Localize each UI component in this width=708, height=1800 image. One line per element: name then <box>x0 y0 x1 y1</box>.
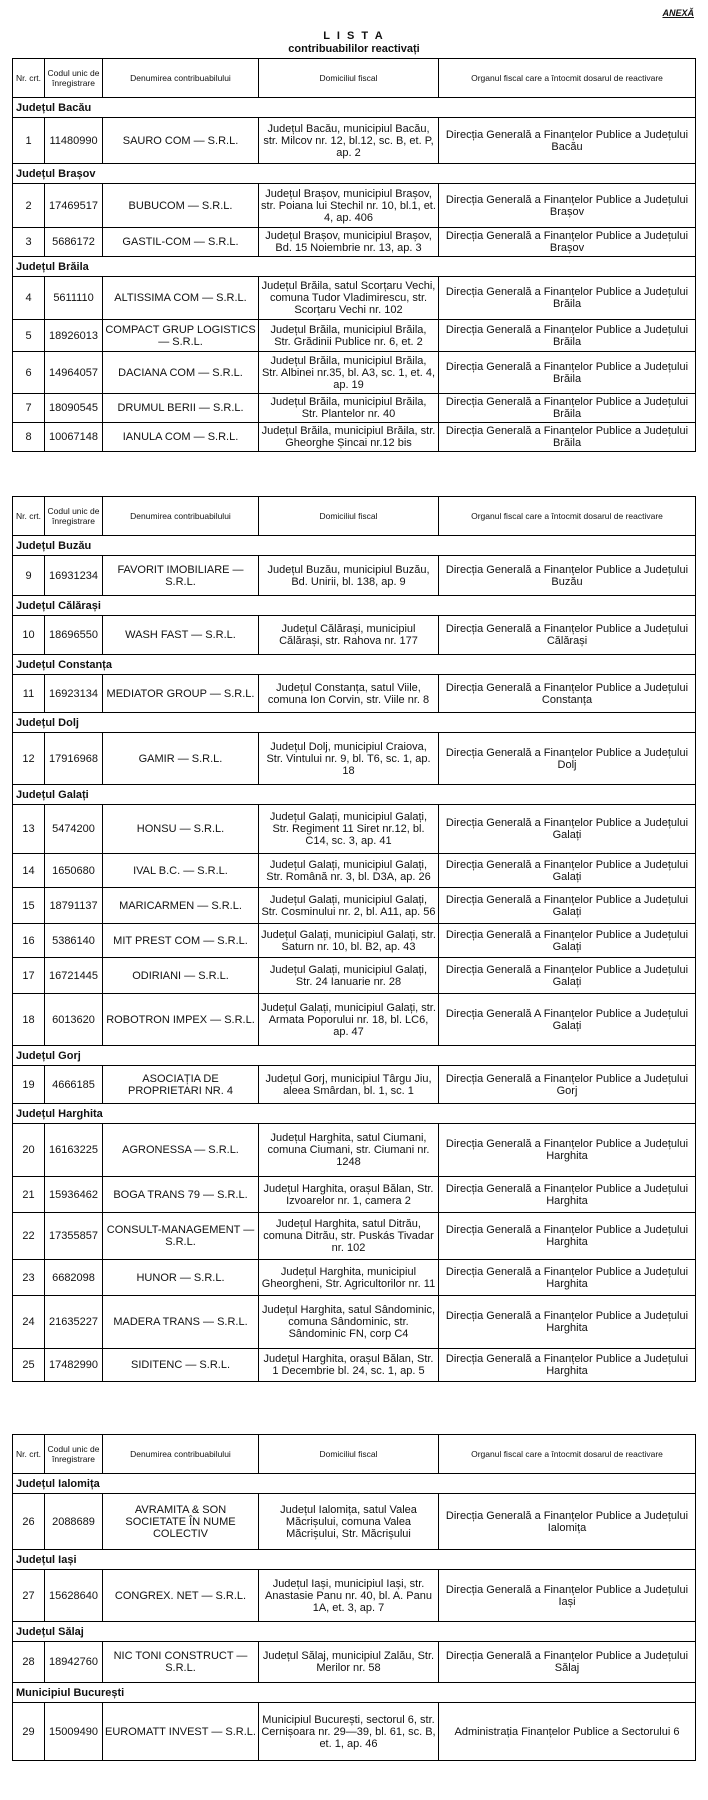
county-group-row <box>13 713 696 733</box>
fiscal-address: Județul Constanța, satul Viile, comuna Ion Corvin, str. Viile nr. 8 <box>259 675 439 713</box>
county-group-row <box>13 1046 696 1066</box>
fiscal-authority: Direcția Generală a Finanțelor Publice a Județului Harghita <box>439 1124 696 1177</box>
tax-code: 5686172 <box>45 228 103 257</box>
tax-code: 5474200 <box>45 805 103 854</box>
fiscal-address: Județul Iași, municipiul Iași, str. Anastasie Panu nr. 40, bl. A. Panu 1A, et. 3, ap. 7 <box>259 1570 439 1622</box>
table-row <box>13 1642 696 1683</box>
header-row <box>13 59 696 98</box>
county-group-row <box>13 164 696 184</box>
county-name: Județul Buzău <box>13 536 696 556</box>
row-number: 23 <box>13 1260 45 1296</box>
tax-code: 6013620 <box>45 994 103 1046</box>
fiscal-address: Județul Galați, municipiul Galați, Str. Cosminului nr. 2, bl. A11, ap. 56 <box>259 888 439 924</box>
fiscal-address: Județul Harghita, satul Ditrău, comuna Ditrău, str. Puskás Tivadar nr. 102 <box>259 1213 439 1260</box>
title-line-2: contribuabililor reactivați <box>288 43 420 55</box>
taxpayer-name: MEDIATOR GROUP — S.R.L. <box>103 675 259 713</box>
fiscal-address: Județul Galați, municipiul Galați, Str. 24 Ianuarie nr. 28 <box>259 958 439 994</box>
row-number: 20 <box>13 1124 45 1177</box>
table-row <box>13 805 696 854</box>
column-header-nr: Nr. crt. <box>13 1435 45 1474</box>
row-number: 18 <box>13 994 45 1046</box>
row-number: 6 <box>13 352 45 394</box>
header-row <box>13 497 696 536</box>
taxpayer-name: HONSU — S.R.L. <box>103 805 259 854</box>
tax-code: 11480990 <box>45 118 103 164</box>
taxpayer-name: MIT PREST COM — S.R.L. <box>103 924 259 958</box>
county-name: Județul Constanța <box>13 655 696 675</box>
column-header-cod: Codul unic de înregistrare <box>45 1435 103 1474</box>
column-header-nr: Nr. crt. <box>13 497 45 536</box>
fiscal-address: Județul Sălaj, municipiul Zalău, Str. Merilor nr. 58 <box>259 1642 439 1683</box>
table-row <box>13 423 696 452</box>
fiscal-address: Județul Galați, municipiul Galați, str. Saturn nr. 10, bl. B2, ap. 43 <box>259 924 439 958</box>
row-number: 3 <box>13 228 45 257</box>
table-row <box>13 733 696 785</box>
fiscal-authority: Direcția Generală a Finanțelor Publice a Județului Dolj <box>439 733 696 785</box>
fiscal-authority: Direcția Generală a Finanțelor Publice a Județului Brăila <box>439 277 696 320</box>
county-name: Județul Harghita <box>13 1104 696 1124</box>
taxpayer-name: AVRAMITA & SON SOCIETATE ÎN NUME COLECTIV <box>103 1494 259 1550</box>
fiscal-authority: Direcția Generală a Finanțelor Publice a Județului Iași <box>439 1570 696 1622</box>
taxpayer-name: ROBOTRON IMPEX — S.R.L. <box>103 994 259 1046</box>
fiscal-address: Județul Brașov, municipiul Brașov, Bd. 15 Noiembrie nr. 13, ap. 3 <box>259 228 439 257</box>
row-number: 9 <box>13 556 45 596</box>
column-header-dom: Domiciliul fiscal <box>259 59 439 98</box>
county-group-row <box>13 257 696 277</box>
table-row <box>13 1703 696 1761</box>
fiscal-authority: Direcția Generală a Finanțelor Publice a Județului Călărași <box>439 616 696 655</box>
fiscal-authority: Direcția Generală a Finanțelor Publice a Județului Galați <box>439 805 696 854</box>
taxpayer-name: DACIANA COM — S.R.L. <box>103 352 259 394</box>
taxpayer-table <box>12 1434 696 1761</box>
taxpayer-name: MADERA TRANS — S.R.L. <box>103 1296 259 1349</box>
column-header-dom: Domiciliul fiscal <box>259 1435 439 1474</box>
fiscal-authority: Direcția Generală a Finanțelor Publice a Județului Galați <box>439 958 696 994</box>
table-row <box>13 394 696 423</box>
tax-code: 2088689 <box>45 1494 103 1550</box>
row-number: 2 <box>13 184 45 228</box>
tax-code: 16721445 <box>45 958 103 994</box>
row-number: 11 <box>13 675 45 713</box>
county-name: Județul Gorj <box>13 1046 696 1066</box>
fiscal-address: Județul Galați, municipiul Galați, Str. Română nr. 3, bl. D3A, ap. 26 <box>259 854 439 888</box>
column-header-den: Denumirea contribuabilului <box>103 59 259 98</box>
county-group-row <box>13 785 696 805</box>
fiscal-authority: Direcția Generală a Finanțelor Publice a Județului Galați <box>439 888 696 924</box>
fiscal-address: Județul Gorj, municipiul Târgu Jiu, aleea Smârdan, bl. 1, sc. 1 <box>259 1066 439 1104</box>
table-row <box>13 556 696 596</box>
table-row <box>13 320 696 352</box>
row-number: 21 <box>13 1177 45 1213</box>
table-row <box>13 616 696 655</box>
taxpayer-name: NIC TONI CONSTRUCT — S.R.L. <box>103 1642 259 1683</box>
table-row <box>13 958 696 994</box>
row-number: 29 <box>13 1703 45 1761</box>
county-name: Municipiul București <box>13 1683 696 1703</box>
row-number: 14 <box>13 854 45 888</box>
column-header-dom: Domiciliul fiscal <box>259 497 439 536</box>
fiscal-address: Județul Galați, municipiul Galați, Str. Regiment 11 Siret nr.12, bl. C14, sc. 3, ap. 41 <box>259 805 439 854</box>
row-number: 28 <box>13 1642 45 1683</box>
fiscal-authority: Administrația Finanțelor Publice a Sectorului 6 <box>439 1703 696 1761</box>
fiscal-authority: Direcția Generală a Finanțelor Publice a Județului Galați <box>439 854 696 888</box>
taxpayer-name: GASTIL-COM — S.R.L. <box>103 228 259 257</box>
county-group-row <box>13 655 696 675</box>
row-number: 1 <box>13 118 45 164</box>
fiscal-address: Județul Bacău, municipiul Bacău, str. Milcov nr. 12, bl.12, sc. B, et. P, ap. 2 <box>259 118 439 164</box>
county-name: Județul Dolj <box>13 713 696 733</box>
fiscal-authority: Direcția Generală a Finanțelor Publice a Județului Harghita <box>439 1296 696 1349</box>
tax-code: 10067148 <box>45 423 103 452</box>
tax-code: 15628640 <box>45 1570 103 1622</box>
taxpayer-name: ALTISSIMA COM — S.R.L. <box>103 277 259 320</box>
fiscal-authority: Direcția Generală a Finanțelor Publice a Județului Brăila <box>439 352 696 394</box>
county-group-row <box>13 1622 696 1642</box>
tax-code: 18926013 <box>45 320 103 352</box>
tax-code: 18791137 <box>45 888 103 924</box>
taxpayer-name: BUBUCOM — S.R.L. <box>103 184 259 228</box>
fiscal-authority: Direcția Generală a Finanțelor Publice a Județului Sălaj <box>439 1642 696 1683</box>
fiscal-address: Municipiul București, sectorul 6, str. Cernișoara nr. 29—39, bl. 61, sc. B, et. 1, ap. 46 <box>259 1703 439 1761</box>
tax-code: 16923134 <box>45 675 103 713</box>
column-header-org: Organul fiscal care a întocmit dosarul de reactivare <box>439 59 696 98</box>
fiscal-authority: Direcția Generală a Finanțelor Publice a Județului Harghita <box>439 1260 696 1296</box>
row-number: 26 <box>13 1494 45 1550</box>
tax-code: 5386140 <box>45 924 103 958</box>
tax-code: 18942760 <box>45 1642 103 1683</box>
taxpayer-name: DRUMUL BERII — S.R.L. <box>103 394 259 423</box>
county-group-row <box>13 1683 696 1703</box>
fiscal-authority: Direcția Generală a Finanțelor Publice a Județului Constanța <box>439 675 696 713</box>
table-row <box>13 675 696 713</box>
row-number: 12 <box>13 733 45 785</box>
tax-code: 17355857 <box>45 1213 103 1260</box>
tax-code: 6682098 <box>45 1260 103 1296</box>
table-row <box>13 924 696 958</box>
table-row <box>13 228 696 257</box>
fiscal-address: Județul Brăila, satul Scorțaru Vechi, comuna Tudor Vladimirescu, str. Scorțaru Vechi nr. 102 <box>259 277 439 320</box>
column-header-cod: Codul unic de înregistrare <box>45 59 103 98</box>
fiscal-address: Județul Ialomița, satul Valea Măcrișului, comuna Valea Măcrișului, Str. Măcrișului <box>259 1494 439 1550</box>
fiscal-address: Județul Harghita, satul Ciumani, comuna Ciumani, str. Ciumani nr. 1248 <box>259 1124 439 1177</box>
column-header-nr: Nr. crt. <box>13 59 45 98</box>
fiscal-address: Județul Harghita, orașul Bălan, Str. Izvoarelor nr. 1, camera 2 <box>259 1177 439 1213</box>
row-number: 5 <box>13 320 45 352</box>
table-row <box>13 1124 696 1177</box>
table-row <box>13 994 696 1046</box>
county-name: Județul Sălaj <box>13 1622 696 1642</box>
taxpayer-name: BOGA TRANS 79 — S.R.L. <box>103 1177 259 1213</box>
row-number: 10 <box>13 616 45 655</box>
tax-code: 17916968 <box>45 733 103 785</box>
fiscal-address: Județul Brăila, municipiul Brăila, Str. Grădinii Publice nr. 6, et. 2 <box>259 320 439 352</box>
taxpayer-name: ODIRIANI — S.R.L. <box>103 958 259 994</box>
fiscal-authority: Direcția Generală a Finanțelor Publice a Județului Brașov <box>439 228 696 257</box>
county-name: Județul Brăila <box>13 257 696 277</box>
county-group-row <box>13 536 696 556</box>
fiscal-address: Județul Călărași, municipiul Călărași, str. Rahova nr. 177 <box>259 616 439 655</box>
table-row <box>13 1296 696 1349</box>
tax-code: 21635227 <box>45 1296 103 1349</box>
county-name: Județul Bacău <box>13 98 696 118</box>
table-row <box>13 888 696 924</box>
row-number: 4 <box>13 277 45 320</box>
taxpayer-name: FAVORIT IMOBILIARE — S.R.L. <box>103 556 259 596</box>
tax-code: 17482990 <box>45 1349 103 1382</box>
fiscal-authority: Direcția Generală a Finanțelor Publice a Județului Brăila <box>439 423 696 452</box>
row-number: 15 <box>13 888 45 924</box>
title-line-1: L I S T A <box>323 30 385 42</box>
fiscal-address: Județul Galați, municipiul Galați, str. Armata Poporului nr. 18, bl. LC6, ap. 47 <box>259 994 439 1046</box>
tax-code: 16931234 <box>45 556 103 596</box>
taxpayer-name: IVAL B.C. — S.R.L. <box>103 854 259 888</box>
table-row <box>13 118 696 164</box>
fiscal-authority: Direcția Generală a Finanțelor Publice a Județului Brăila <box>439 320 696 352</box>
column-header-den: Denumirea contribuabilului <box>103 1435 259 1474</box>
county-name: Județul Ialomița <box>13 1474 696 1494</box>
table-row <box>13 1066 696 1104</box>
header-row <box>13 1435 696 1474</box>
taxpayer-name: GAMIR — S.R.L. <box>103 733 259 785</box>
fiscal-address: Județul Dolj, municipiul Craiova, Str. Vintului nr. 9, bl. T6, sc. 1, ap. 18 <box>259 733 439 785</box>
table-row <box>13 1494 696 1550</box>
taxpayer-name: WASH FAST — S.R.L. <box>103 616 259 655</box>
table-row <box>13 1570 696 1622</box>
table-row <box>13 184 696 228</box>
fiscal-address: Județul Brăila, municipiul Brăila, Str. Plantelor nr. 40 <box>259 394 439 423</box>
county-name: Județul Iași <box>13 1550 696 1570</box>
table-row <box>13 1349 696 1382</box>
county-group-row <box>13 1474 696 1494</box>
taxpayer-name: CONSULT-MANAGEMENT — S.R.L. <box>103 1213 259 1260</box>
taxpayer-name: SIDITENC — S.R.L. <box>103 1349 259 1382</box>
county-group-row <box>13 1550 696 1570</box>
taxpayer-name: EUROMATT INVEST — S.R.L. <box>103 1703 259 1761</box>
fiscal-authority: Direcția Generală a Finanțelor Publice a Județului Gorj <box>439 1066 696 1104</box>
taxpayer-name: COMPACT GRUP LOGISTICS — S.R.L. <box>103 320 259 352</box>
tax-code: 17469517 <box>45 184 103 228</box>
fiscal-authority: Direcția Generală a Finanțelor Publice a Județului Harghita <box>439 1213 696 1260</box>
fiscal-authority: Direcția Generală a Finanțelor Publice a Județului Buzău <box>439 556 696 596</box>
column-header-org: Organul fiscal care a întocmit dosarul de reactivare <box>439 1435 696 1474</box>
fiscal-address: Județul Brașov, municipiul Brașov, str. Poiana lui Stechil nr. 10, bl.1, et. 4, ap. 406 <box>259 184 439 228</box>
taxpayer-name: CONGREX. NET — S.R.L. <box>103 1570 259 1622</box>
taxpayer-name: IANULA COM — S.R.L. <box>103 423 259 452</box>
taxpayer-name: MARICARMEN — S.R.L. <box>103 888 259 924</box>
fiscal-authority: Direcția Generală a Finanțelor Publice a Județului Brașov <box>439 184 696 228</box>
table-row <box>13 277 696 320</box>
county-group-row <box>13 1104 696 1124</box>
taxpayer-name: HUNOR — S.R.L. <box>103 1260 259 1296</box>
table-row <box>13 1177 696 1213</box>
row-number: 27 <box>13 1570 45 1622</box>
tax-code: 5611110 <box>45 277 103 320</box>
column-header-org: Organul fiscal care a întocmit dosarul de reactivare <box>439 497 696 536</box>
document-title <box>0 30 708 56</box>
table-row <box>13 1260 696 1296</box>
fiscal-address: Județul Harghita, satul Sândominic, comuna Sândominic, str. Sândominic FN, corp C4 <box>259 1296 439 1349</box>
fiscal-authority: Direcția Generală A Finanțelor Publice a Județului Galați <box>439 994 696 1046</box>
county-group-row <box>13 596 696 616</box>
taxpayer-table <box>12 496 696 1382</box>
row-number: 17 <box>13 958 45 994</box>
fiscal-authority: Direcția Generală a Finanțelor Publice a Județului Ialomița <box>439 1494 696 1550</box>
row-number: 25 <box>13 1349 45 1382</box>
row-number: 19 <box>13 1066 45 1104</box>
tax-code: 4666185 <box>45 1066 103 1104</box>
tax-code: 18696550 <box>45 616 103 655</box>
column-header-cod: Codul unic de înregistrare <box>45 497 103 536</box>
fiscal-authority: Direcția Generală a Finanțelor Publice a Județului Galați <box>439 924 696 958</box>
row-number: 22 <box>13 1213 45 1260</box>
row-number: 24 <box>13 1296 45 1349</box>
fiscal-address: Județul Brăila, municipiul Brăila, str. Gheorghe Șincai nr.12 bis <box>259 423 439 452</box>
taxpayer-name: SAURO COM — S.R.L. <box>103 118 259 164</box>
row-number: 8 <box>13 423 45 452</box>
tax-code: 1650680 <box>45 854 103 888</box>
county-group-row <box>13 98 696 118</box>
tax-code: 18090545 <box>45 394 103 423</box>
row-number: 16 <box>13 924 45 958</box>
fiscal-authority: Direcția Generală a Finanțelor Publice a Județului Brăila <box>439 394 696 423</box>
row-number: 7 <box>13 394 45 423</box>
county-name: Județul Galați <box>13 785 696 805</box>
taxpayer-name: ASOCIAȚIA DE PROPRIETARI NR. 4 <box>103 1066 259 1104</box>
fiscal-authority: Direcția Generală a Finanțelor Publice a Județului Harghita <box>439 1177 696 1213</box>
fiscal-address: Județul Harghita, orașul Bălan, Str. 1 Decembrie bl. 24, sc. 1, ap. 5 <box>259 1349 439 1382</box>
tax-code: 14964057 <box>45 352 103 394</box>
county-name: Județul Brașov <box>13 164 696 184</box>
fiscal-authority: Direcția Generală a Finanțelor Publice a Județului Harghita <box>439 1349 696 1382</box>
table-row <box>13 352 696 394</box>
table-row <box>13 1213 696 1260</box>
row-number: 13 <box>13 805 45 854</box>
tax-code: 15009490 <box>45 1703 103 1761</box>
fiscal-authority: Direcția Generală a Finanțelor Publice a Județului Bacău <box>439 118 696 164</box>
fiscal-address: Județul Buzău, municipiul Buzău, Bd. Unirii, bl. 138, ap. 9 <box>259 556 439 596</box>
tax-code: 15936462 <box>45 1177 103 1213</box>
column-header-den: Denumirea contribuabilului <box>103 497 259 536</box>
annex-label: ANEXĂ <box>662 8 694 18</box>
taxpayer-table <box>12 58 696 452</box>
table-row <box>13 854 696 888</box>
county-name: Județul Călărași <box>13 596 696 616</box>
fiscal-address: Județul Brăila, municipiul Brăila, Str. Albinei nr.35, bl. A3, sc. 1, et. 4, ap. 19 <box>259 352 439 394</box>
taxpayer-name: AGRONESSA — S.R.L. <box>103 1124 259 1177</box>
tax-code: 16163225 <box>45 1124 103 1177</box>
fiscal-address: Județul Harghita, municipiul Gheorgheni, Str. Agricultorilor nr. 11 <box>259 1260 439 1296</box>
